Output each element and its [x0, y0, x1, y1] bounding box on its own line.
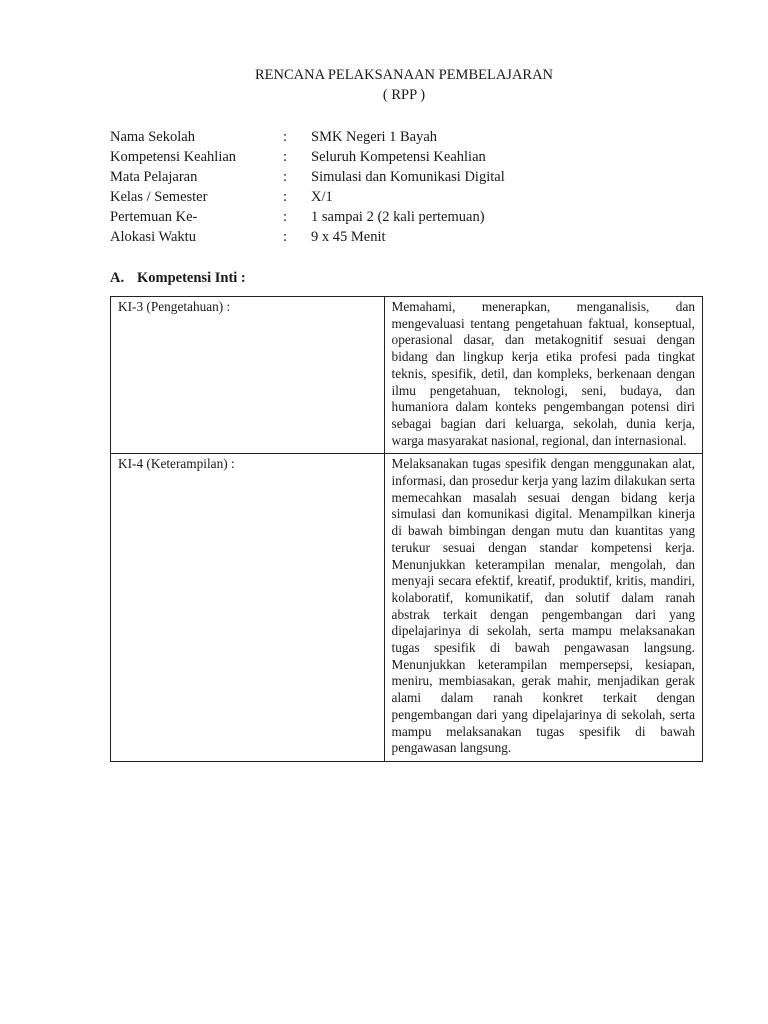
- identity-row-time: [110, 229, 710, 249]
- ki-label-cell: KI-3 (Pengetahuan) :: [111, 297, 385, 454]
- section-number: A.: [110, 270, 125, 286]
- document-subtitle: ( RPP ): [382, 87, 426, 103]
- identity-value: SMK Negeri 1 Bayah: [311, 129, 438, 145]
- identity-value: X/1: [311, 189, 333, 205]
- identity-value: 1 sampai 2 (2 kali pertemuan): [311, 209, 485, 225]
- identity-label: Nama Sekolah: [110, 129, 195, 145]
- identity-separator: :: [283, 149, 288, 165]
- identity-label: Pertemuan Ke-: [110, 209, 198, 225]
- identity-row-school: [110, 129, 710, 149]
- identity-label: Kompetensi Keahlian: [110, 149, 237, 165]
- identity-separator: :: [283, 169, 288, 185]
- identity-row-meeting: [110, 209, 710, 229]
- identity-row-subject: [110, 169, 710, 189]
- ki-description-cell: Memahami, menerapkan, menganalisis, dan mengevaluasi tentang pengetahuan faktual, konseptual, operasional dasar, dan metakognitif sesuai dengan bidang dan lingkup kerja etika profesi pada tingkat teknis, spesifik, detil, dan kompleks, berkenaan dengan ilmu pengetahuan, teknologi, seni, budaya, dan humaniora dalam konteks pengembangan potensi diri sebagai bagian dari keluarga, sekolah, dunia kerja, warga masyarakat nasional, regional, dan internasional.: [384, 297, 702, 454]
- identity-separator: :: [283, 229, 288, 245]
- section-title: Kompetensi Inti :: [137, 270, 246, 286]
- identity-separator: :: [283, 189, 288, 205]
- identity-value: Seluruh Kompetensi Keahlian: [311, 149, 486, 165]
- ki-label-cell: KI-4 (Keterampilan) :: [111, 454, 385, 762]
- ki-description-cell: Melaksanakan tugas spesifik dengan menggunakan alat, informasi, dan prosedur kerja yang lazim dilakukan serta memecahkan masalah sesuai dengan bidang kerja simulasi dan komunikasi digital. Menampilkan kinerja di bawah bimbingan dengan mutu dan kuantitas yang terukur sesuai dengan standar kompetensi kerja. Menunjukkan keterampilan menalar, mengolah, dan menyaji secara efektif, kreatif, produktif, kritis, mandiri, kolaboratif, komunikatif, dan solutif dalam ranah abstrak terkait dengan pengembangan dari yang dipelajarinya di sekolah, serta mampu melaksanakan tugas spesifik di bawah pengawasan langsung. Menunjukkan keterampilan mempersepsi, kesiapan, meniru, membiasakan, gerak mahir, menjadikan gerak alami dalam ranah konkret terkait dengan pengembangan dari yang dipelajarinya di sekolah, serta mampu melaksanakan tugas spesifik di bawah pengawasan langsung.: [384, 454, 702, 762]
- document-title: RENCANA PELAKSANAAN PEMBELAJARAN: [254, 67, 554, 83]
- identity-separator: :: [283, 129, 288, 145]
- identity-value: Simulasi dan Komunikasi Digital: [311, 169, 505, 185]
- identity-row-competency: [110, 149, 710, 169]
- identity-label: Mata Pelajaran: [110, 169, 198, 185]
- identity-label: Alokasi Waktu: [110, 229, 196, 245]
- identity-label: Kelas / Semester: [110, 189, 208, 205]
- table-row: [111, 297, 703, 454]
- identity-row-class: [110, 189, 710, 209]
- identity-separator: :: [283, 209, 288, 225]
- table-row: [111, 454, 703, 762]
- identity-block: [110, 129, 710, 249]
- section-heading-core-competency: [110, 270, 246, 287]
- core-competency-table: [110, 296, 703, 762]
- identity-value: 9 x 45 Menit: [311, 229, 386, 245]
